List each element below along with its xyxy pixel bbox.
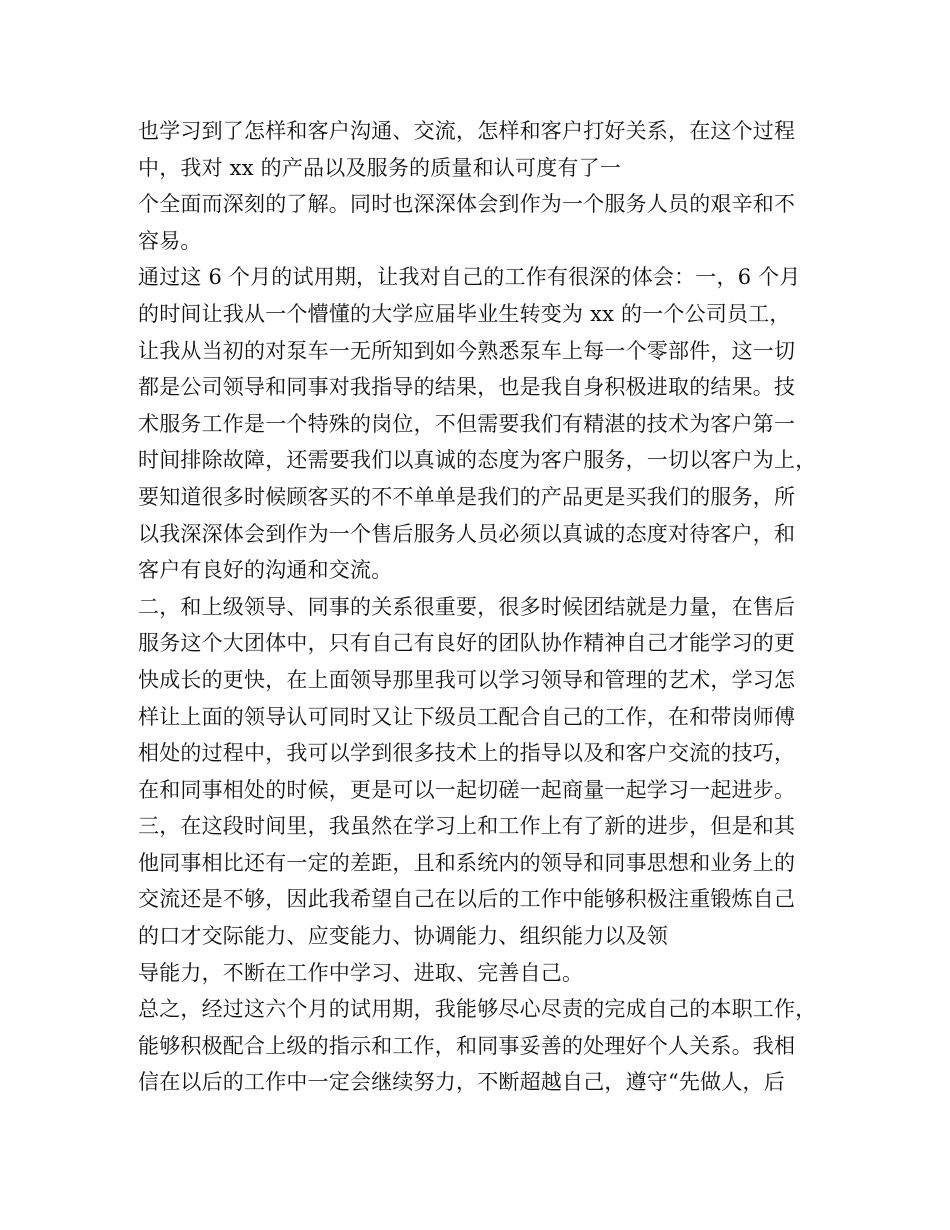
text-line: 客户有良好的沟通和交流。 — [138, 558, 393, 583]
text-line: 中，我对 xx 的产品以及服务的质量和认可度有了一 — [138, 155, 622, 180]
text-line: 的口才交际能力、应变能力、协调能力、组织能力以及领 — [138, 924, 668, 949]
text-line: 以我深深体会到作为一个售后服务人员必须以真诚的态度对待客户，和 — [138, 521, 796, 546]
text-line: 服务这个大团体中，只有自己有良好的团队协作精神自己才能学习的更 — [138, 631, 796, 656]
text-line: 导能力，不断在工作中学习、进取、完善自己。 — [138, 960, 584, 985]
text-line: 样让上面的领导认可同时又让下级员工配合自己的工作，在和带岗师傅 — [138, 704, 796, 729]
text-line: 也学习到了怎样和客户沟通、交流，怎样和客户打好关系，在这个过程 — [138, 119, 796, 143]
text-line: 二，和上级领导、同事的关系很重要，很多时候团结就是力量，在售后 — [138, 594, 796, 619]
text-line: 通过这 6 个月的试用期，让我对自己的工作有很深的体会：一，6 个月 — [138, 265, 801, 290]
body-text — [138, 113, 828, 1101]
text-line: 术服务工作是一个特殊的岗位，不但需要我们有精湛的技术为客户第一 — [138, 411, 796, 436]
text-line: 信在以后的工作中一定会继续努力，不断超越自己，遵守“先做人，后 — [138, 1070, 785, 1095]
text-line: 时间排除故障，还需要我们以真诚的态度为客户服务，一切以客户为上， — [138, 448, 817, 473]
text-line: 个全面而深刻的了解。同时也深深体会到作为一个服务人员的艰辛和不 — [138, 192, 796, 217]
text-line: 容易。 — [138, 228, 202, 253]
text-line: 让我从当初的对泵车一无所知到如今熟悉泵车上每一个零部件，这一切 — [138, 338, 796, 363]
text-line: 要知道很多时候顾客买的不不单单是我们的产品更是买我们的服务，所 — [138, 484, 796, 509]
text-line: 交流还是不够，因此我希望自己在以后的工作中能够积极注重锻炼自己 — [138, 887, 796, 912]
text-line: 快成长的更快，在上面领导那里我可以学习领导和管理的艺术，学习怎 — [138, 667, 796, 692]
text-line: 都是公司领导和同事对我指导的结果，也是我自身积极进取的结果。技 — [138, 375, 796, 400]
text-line: 的时间让我从一个懵懂的大学应届毕业生转变为 xx 的一个公司员工， — [138, 301, 791, 326]
text-line: 相处的过程中，我可以学到很多技术上的指导以及和客户交流的技巧， — [138, 741, 796, 766]
text-line: 他同事相比还有一定的差距，且和系统内的领导和同事思想和业务上的 — [138, 850, 796, 875]
text-line: 三，在这段时间里，我虽然在学习上和工作上有了新的进步，但是和其 — [138, 814, 796, 839]
text-line: 总之，经过这六个月的试用期，我能够尽心尽责的完成自己的本职工作， — [138, 997, 817, 1022]
text-line: 在和同事相处的时候，更是可以一起切磋一起商量一起学习一起进步。 — [138, 777, 796, 802]
text-line: 能够积极配合上级的指示和工作，和同事妥善的处理好个人关系。我相 — [138, 1033, 796, 1058]
